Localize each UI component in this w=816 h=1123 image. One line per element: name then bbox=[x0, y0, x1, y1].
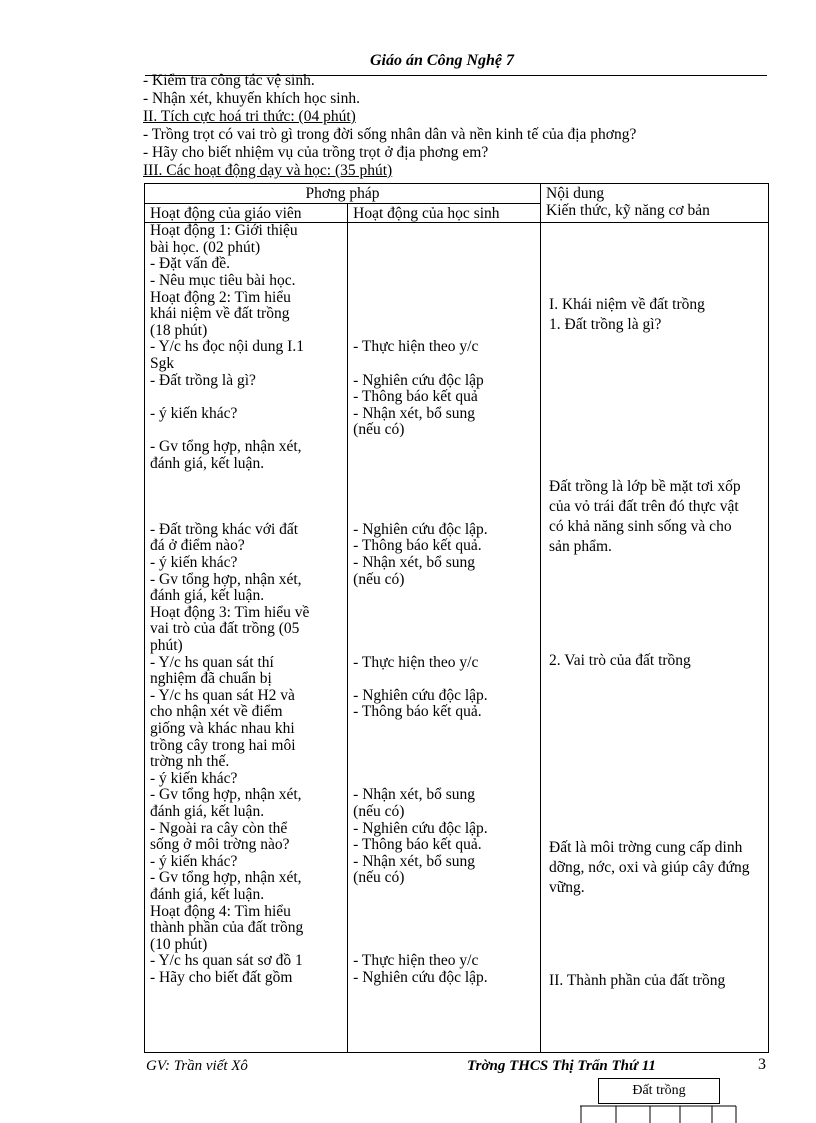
teacher-line: vai trò của đất trồng (05 bbox=[150, 620, 300, 638]
student-line: - Nhận xét, bổ sung bbox=[353, 554, 475, 572]
header-method: Phơng pháp bbox=[145, 184, 541, 204]
teacher-line: - Gv tổng hợp, nhận xét, bbox=[150, 570, 302, 588]
knowledge-heading-4: II. Thành phần của đất trồng bbox=[549, 972, 726, 990]
student-line: - Nghiên cứu độc lập. bbox=[353, 819, 488, 837]
teacher-line bbox=[150, 422, 342, 439]
student-line: - Thực hiện theo y/c bbox=[353, 952, 479, 970]
student-line: - Thực hiện theo y/c bbox=[353, 653, 479, 671]
student-line bbox=[353, 771, 535, 788]
teacher-line: trờng nh thế. bbox=[150, 753, 230, 771]
student-line: (nếu có) bbox=[353, 421, 405, 439]
teacher-line: - ý kiến khác? bbox=[150, 554, 238, 572]
section-2-title: II. Tích cực hoá tri thức: (04 phút) bbox=[143, 108, 356, 125]
teacher-line bbox=[150, 472, 342, 489]
teacher-line: - Gv tổng hợp, nhận xét, bbox=[150, 437, 302, 455]
teacher-line: - Y/c hs quan sát sơ đồ 1 bbox=[150, 952, 303, 970]
footer-school: Trờng THCS Thị Trấn Thứ 11 bbox=[467, 1058, 656, 1074]
student-line: (nếu có) bbox=[353, 570, 405, 588]
student-line bbox=[353, 588, 535, 605]
knowledge-role: Đất là môi trờng cung cấp dinh dỡng, nớc, oxi và giúp cây đứng vững. bbox=[549, 839, 750, 897]
knowledge-heading-2: 1. Đất trồng là gì? bbox=[549, 316, 662, 334]
lesson-table bbox=[144, 183, 769, 1053]
teacher-line bbox=[150, 489, 342, 506]
student-line bbox=[353, 638, 535, 655]
teacher-line: - ý kiến khác? bbox=[150, 769, 238, 787]
intro-line-1: - Kiểm tra công tác vệ sinh. bbox=[143, 72, 315, 89]
student-line: - Thông báo kết quả. bbox=[353, 836, 482, 854]
teacher-line: đánh giá, kết luận. bbox=[150, 802, 265, 820]
teacher-line: - Y/c hs quan sát thí bbox=[150, 653, 274, 671]
teacher-line: đánh giá, kết luận. bbox=[150, 587, 265, 605]
teacher-line: - Ngoài ra cây còn thể bbox=[150, 819, 288, 837]
col-student-label: Hoạt động của học sinh bbox=[348, 203, 541, 223]
student-line bbox=[353, 621, 535, 638]
student-line bbox=[353, 721, 535, 738]
student-line bbox=[353, 356, 535, 373]
student-line bbox=[353, 754, 535, 771]
student-line bbox=[353, 937, 535, 954]
teacher-column bbox=[145, 223, 348, 1053]
knowledge-column bbox=[541, 223, 769, 1053]
intro-line-2: - Nhận xét, khuyến khích học sinh. bbox=[143, 90, 360, 107]
section-2-question-2: - Hãy cho biết nhiệm vụ của trồng trọt ở địa phơng em? bbox=[143, 144, 489, 161]
teacher-line: Sgk bbox=[150, 354, 175, 372]
teacher-line bbox=[150, 505, 342, 522]
col-knowledge-label: Kiến thức, kỹ năng cơ bản bbox=[546, 201, 710, 219]
teacher-line: - Gv tổng hợp, nhận xét, bbox=[150, 869, 302, 887]
teacher-line: - Y/c hs quan sát H2 và bbox=[150, 686, 295, 704]
teacher-line: đá ở điểm nào? bbox=[150, 537, 245, 555]
page-number: 3 bbox=[758, 1056, 766, 1073]
student-line: - Nghiên cứu độc lập. bbox=[353, 968, 488, 986]
student-line bbox=[353, 223, 535, 240]
student-line bbox=[353, 887, 535, 904]
student-line bbox=[353, 323, 535, 340]
knowledge-definition: Đất trồng là lớp bề mặt tơi xốp của vỏ trái đất trên đó thực vật có khả năng sinh sống và cho sản phẩm. bbox=[549, 478, 741, 556]
teacher-line: - Nêu mục tiêu bài học. bbox=[150, 271, 296, 289]
section-2-question-1: - Trồng trọt có vai trò gì trong đời sống nhân dân và nền kinh tế của địa phơng? bbox=[143, 126, 637, 143]
student-line bbox=[353, 290, 535, 307]
teacher-line: Hoạt động 3: Tìm hiểu về bbox=[150, 603, 310, 621]
col-teacher-label: Hoạt động của giáo viên bbox=[145, 203, 348, 223]
teacher-line: - Gv tổng hợp, nhận xét, bbox=[150, 786, 302, 804]
student-line: - Nhận xét, bổ sung bbox=[353, 404, 475, 422]
teacher-line: nghiệm đã chuẩn bị bbox=[150, 670, 272, 688]
teacher-line: Hoạt động 2: Tìm hiểu bbox=[150, 288, 291, 306]
teacher-line: sống ở môi trờng nào? bbox=[150, 836, 290, 854]
student-line: - Nhận xét, bổ sung bbox=[353, 786, 475, 804]
teacher-line: bài học. (02 phút) bbox=[150, 238, 261, 256]
knowledge-heading-1: I. Khái niệm về đất trồng bbox=[549, 296, 705, 314]
student-line bbox=[353, 456, 535, 473]
teacher-line: khái niệm về đất trồng bbox=[150, 305, 290, 323]
student-line: - Thực hiện theo y/c bbox=[353, 338, 479, 356]
teacher-line: thành phần của đất trồng bbox=[150, 919, 304, 937]
student-line bbox=[353, 489, 535, 506]
student-line: - Nghiên cứu độc lập. bbox=[353, 520, 488, 538]
student-line: - Nghiên cứu độc lập. bbox=[353, 686, 488, 704]
student-line bbox=[353, 671, 535, 688]
student-line: - Nghiên cứu độc lập bbox=[353, 371, 484, 389]
teacher-line: (18 phút) bbox=[150, 321, 208, 339]
knowledge-heading-3: 2. Vai trò của đất trồng bbox=[549, 652, 691, 670]
header-content bbox=[541, 184, 769, 223]
soil-diagram-root: Đất trồng bbox=[598, 1078, 720, 1104]
student-line bbox=[353, 920, 535, 937]
student-line bbox=[353, 605, 535, 622]
teacher-line: - Hãy cho biết đất gồm bbox=[150, 968, 293, 986]
student-line bbox=[353, 439, 535, 456]
soil-diagram-branches bbox=[580, 1078, 738, 1123]
student-line bbox=[353, 505, 535, 522]
teacher-line: đánh giá, kết luận. bbox=[150, 454, 265, 472]
header-content-label: Nội dung bbox=[546, 185, 605, 202]
student-line: - Thông báo kết quả. bbox=[353, 703, 482, 721]
student-line bbox=[353, 738, 535, 755]
teacher-line: - ý kiến khác? bbox=[150, 404, 238, 422]
student-line bbox=[353, 472, 535, 489]
teacher-line: - Đặt vấn đề. bbox=[150, 255, 231, 273]
student-line: (nếu có) bbox=[353, 869, 405, 887]
student-line bbox=[353, 904, 535, 921]
section-3-title: III. Các hoạt động dạy và học: (35 phút) bbox=[143, 162, 393, 179]
teacher-line: - Đất trồng là gì? bbox=[150, 371, 256, 389]
student-line bbox=[353, 306, 535, 323]
teacher-line: trồng cây trong hai môi bbox=[150, 736, 296, 754]
teacher-line: cho nhận xét về điểm bbox=[150, 703, 283, 721]
teacher-line: đánh giá, kết luận. bbox=[150, 885, 265, 903]
student-line: (nếu có) bbox=[353, 802, 405, 820]
page-header-title: Giáo án Công Nghệ 7 bbox=[370, 52, 515, 69]
student-column bbox=[348, 223, 541, 1053]
student-line: - Nhận xét, bổ sung bbox=[353, 852, 475, 870]
student-line: - Thông báo kết quả. bbox=[353, 537, 482, 555]
footer-author: GV: Trần viết Xô bbox=[146, 1058, 248, 1074]
teacher-line: Hoạt động 4: Tìm hiểu bbox=[150, 902, 291, 920]
teacher-line: Hoạt động 1: Giới thiệu bbox=[150, 222, 298, 240]
teacher-line: - Đất trồng khác với đất bbox=[150, 520, 299, 538]
teacher-line bbox=[150, 389, 342, 406]
student-line bbox=[353, 256, 535, 273]
teacher-line: - ý kiến khác? bbox=[150, 852, 238, 870]
teacher-line: giống và khác nhau khi bbox=[150, 720, 295, 737]
student-line: - Thông báo kết quả bbox=[353, 388, 478, 406]
teacher-line: phút) bbox=[150, 637, 183, 655]
teacher-line: - Y/c hs đọc nội dung I.1 bbox=[150, 338, 304, 356]
teacher-line: (10 phút) bbox=[150, 935, 208, 953]
student-line bbox=[353, 240, 535, 257]
student-line bbox=[353, 273, 535, 290]
